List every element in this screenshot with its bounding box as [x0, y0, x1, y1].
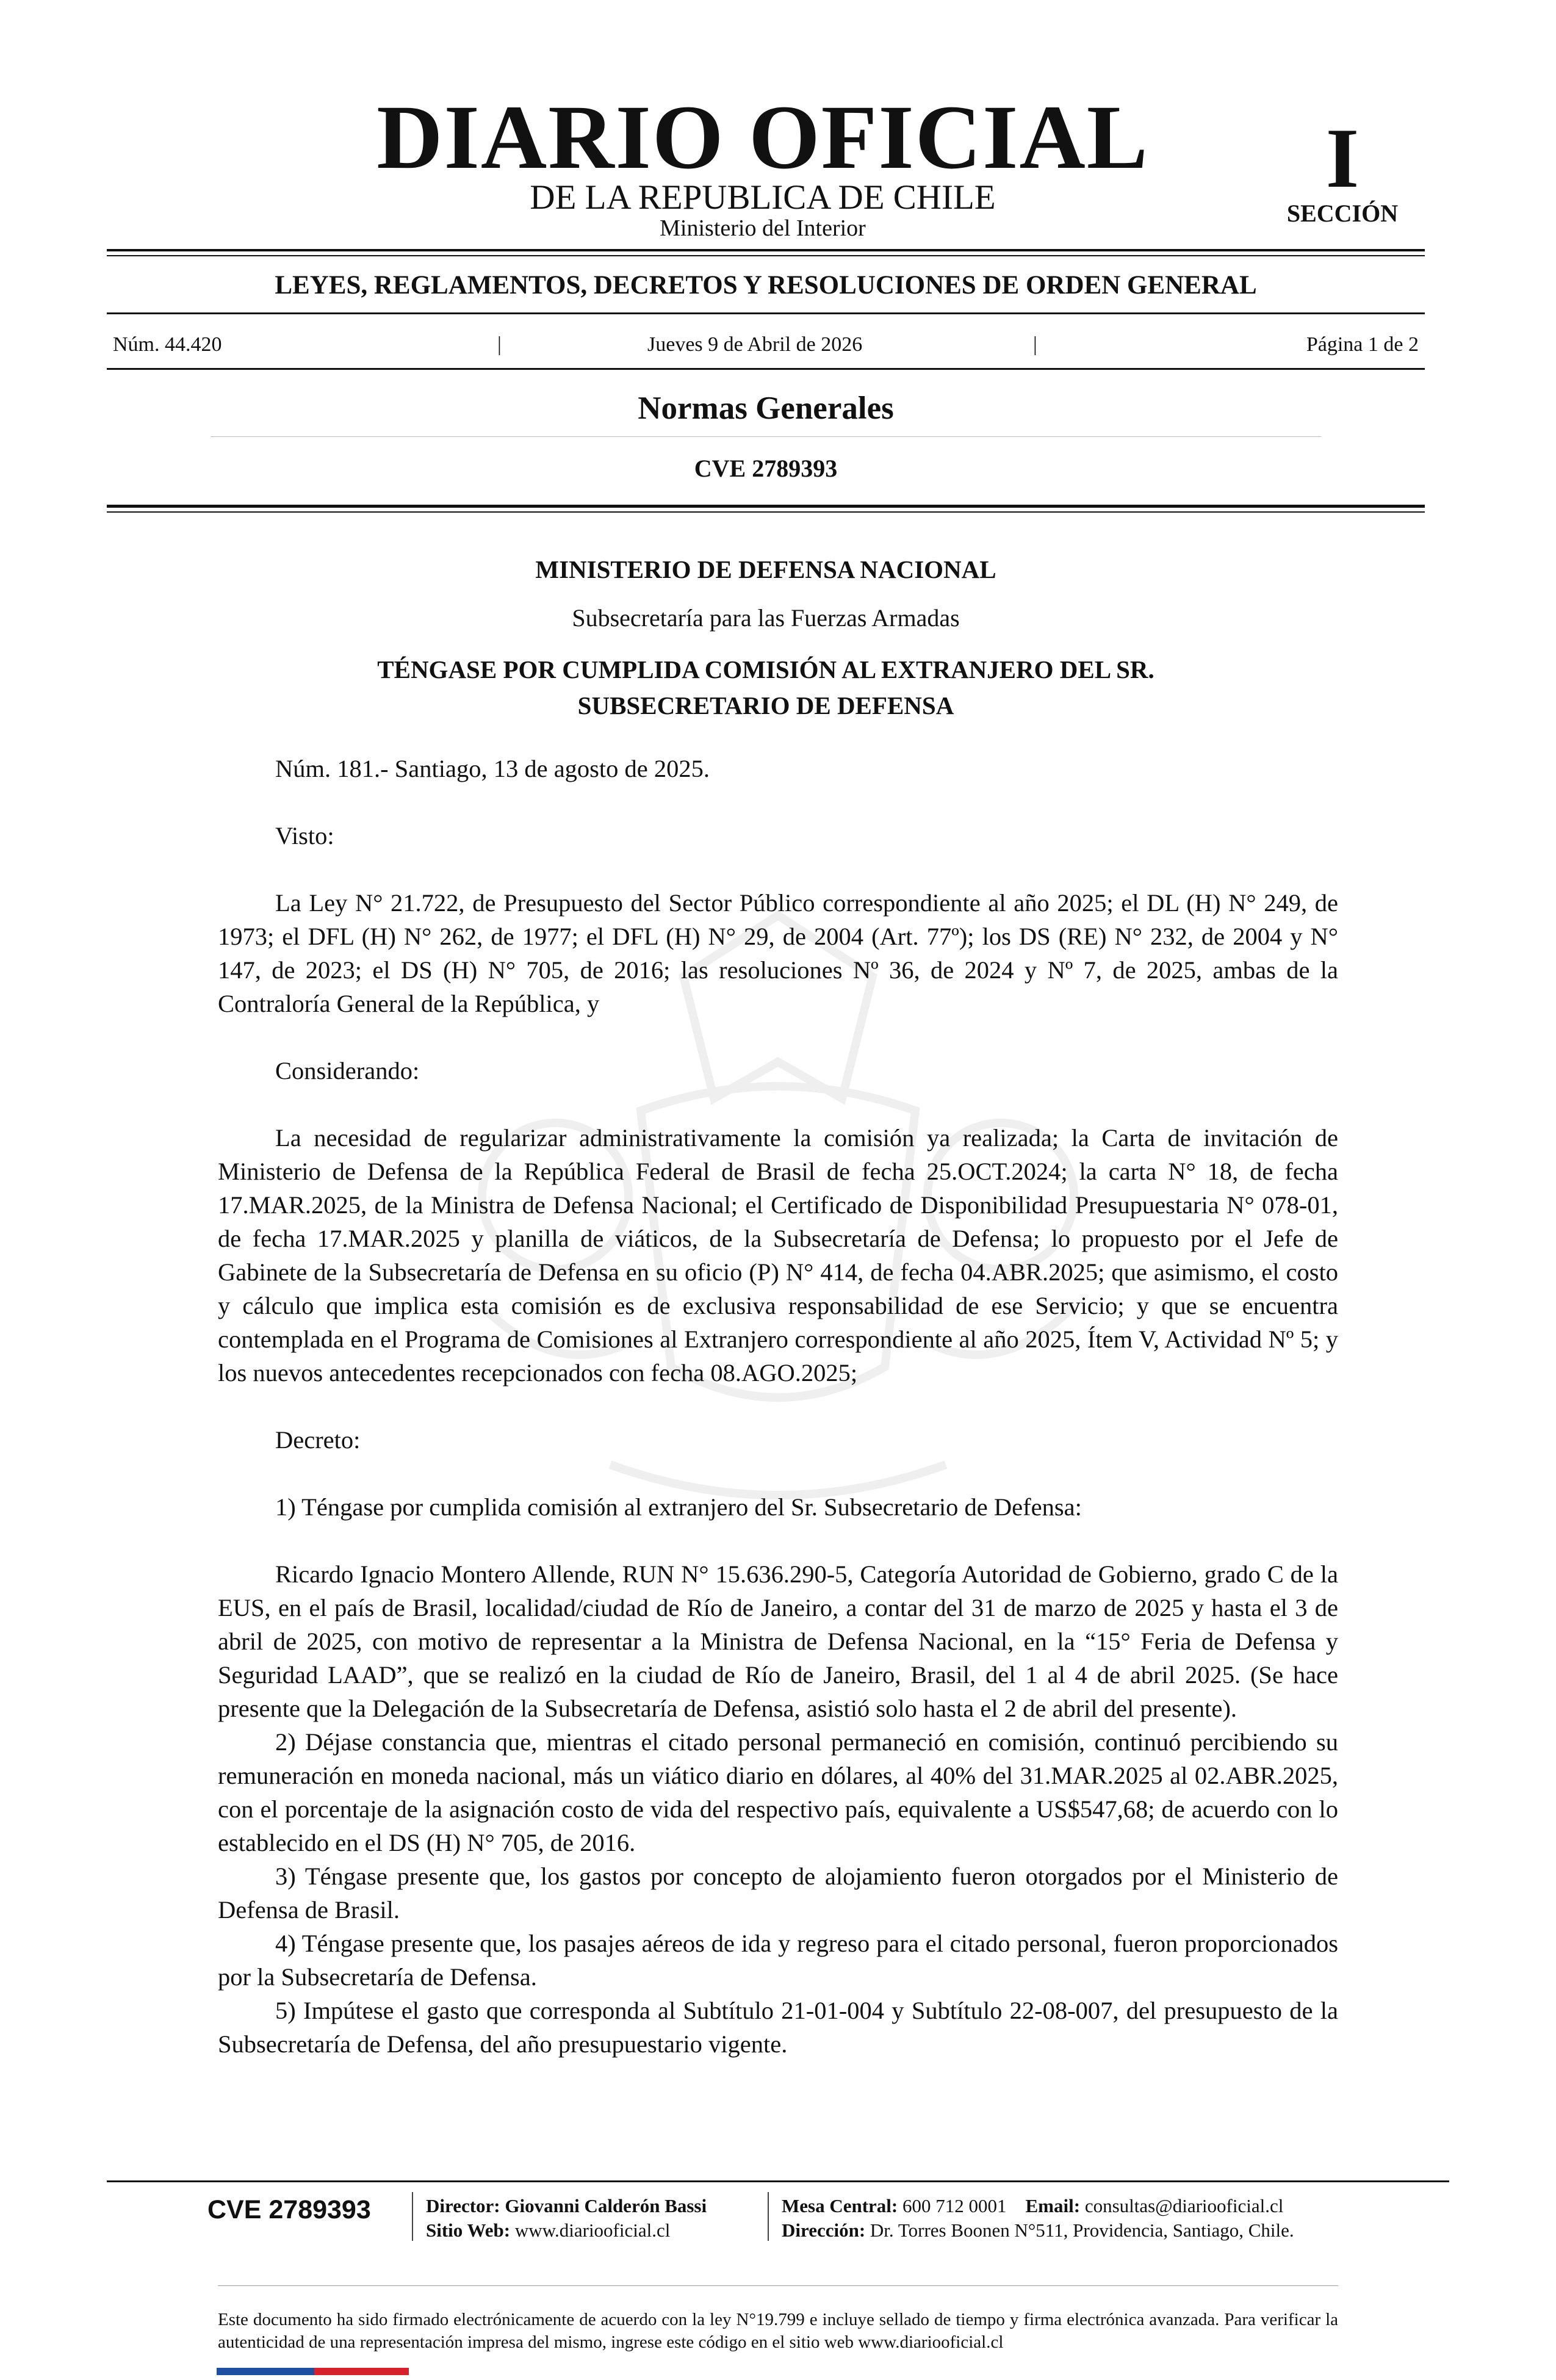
- considerando-text: La necesidad de regularizar administrativamente la comisión ya realizada; la Carta de invitación de Ministerio de Defensa de la República Federal de Brasil de fecha 25.OCT.2024; la carta N° 18, de fecha 17.MAR.2025, de la Ministra de Defensa Nacional; el Certificado de Disponibilidad Presupuestaria N° 078-01, de fecha 17.MAR.2025 y planilla de viáticos, de la Subsecretaría de Defensa; lo propuesto por el Jefe de Gabinete de la Subsecretaría de Defensa en su oficio (P) N° 414, de fecha 04.ABR.2025; que asimismo, el costo y cálculo que implica esta comisión es de exclusiva responsabilidad de ese Servicio; y que se encuentra contemplada en el Programa de Comisiones al Extranjero correspondiente al año 2025, Ítem V, Actividad Nº 5; y los nuevos antecedentes recepcionados con fecha 08.AGO.2025;: [218, 1124, 1338, 1387]
- footer-note-rule: [218, 2285, 1338, 2286]
- footer-rule: [107, 2180, 1449, 2182]
- decree-number-date: Núm. 181.- Santiago, 13 de agosto de 2025.: [275, 755, 710, 782]
- visto-label: Visto:: [275, 822, 334, 849]
- electronic-signature-note: Este documento ha sido firmado electrónicamente de acuerdo con la ley N°19.799 e incluye sellado de tiempo y firma electrónica avanzada. Para verificar la autenticidad de una representación impresa del mismo, ingrese este código en el sitio web www.diariooficial.cl: [218, 2310, 1338, 2352]
- ministry-label: Ministerio del Interior: [660, 215, 866, 241]
- footer-director-block: [426, 2194, 768, 2243]
- newspaper-title: DIARIO OFICIAL: [376, 87, 1149, 188]
- section-title-rule: [211, 436, 1321, 437]
- category-heading: LEYES, REGLAMENTOS, DECRETOS Y RESOLUCIONES DE ORDEN GENERAL: [275, 271, 1257, 300]
- item-3-text: 3) Téngase presente que, los gastos por concepto de alojamiento fueron otorgados por el Ministerio de Defensa de Brasil.: [218, 1863, 1338, 1924]
- item-2-text: 2) Déjase constancia que, mientras el citado personal permaneció en comisión, continuó percibiendo su remuneración en moneda nacional, más un viático diario en dólares, al 40% del 31.MAR.2025 al 02.ABR.2025, con el porcentaje de la asignación costo de vida del respectivo país, equivalente a US$547,68; de acuerdo con lo establecido en el DS (H) N° 705, de 2016.: [218, 1728, 1338, 1856]
- decree-title-line1: TÉNGASE POR CUMPLIDA COMISIÓN AL EXTRANJERO DEL SR.: [377, 655, 1154, 683]
- decreto-label: Decreto:: [275, 1426, 361, 1454]
- item-1-text: Ricardo Ignacio Montero Allende, RUN N° 15.636.290-5, Categoría Autoridad de Gobierno, grado C de la EUS, en el país de Brasil, localidad/ciudad de Río de Janeiro, a contar del 31 de marzo de 2025 y hasta el 3 de abril de 2025, con motivo de representar a la Ministra de Defensa Nacional, en la “15° Feria de Defensa y Seguridad LAAD”, que se realizó en la ciudad de Río de Janeiro, Brasil, del 1 al 4 de abril 2025. (Se hace presente que la Delegación de la Subsecretaría de Defensa, asistió solo hasta el 2 de abril del presente).: [218, 1560, 1338, 1722]
- page-indicator: Página 1 de 2: [1306, 333, 1419, 356]
- masthead-rule-bottom: [107, 255, 1425, 256]
- item-4-text: 4) Téngase presente que, los pasajes aéreos de ida y regreso para el citado personal, fueron proporcionados por la Subsecretaría de Defensa.: [218, 1930, 1338, 1991]
- decree-body: [218, 752, 1338, 2061]
- address-label: Dirección:: [782, 2220, 866, 2241]
- footer-cve-code: CVE 2789393: [207, 2195, 371, 2224]
- considerando-label: Considerando:: [275, 1057, 420, 1084]
- item-1-intro: 1) Téngase por cumplida comisión al extranjero del Sr. Subsecretario de Defensa:: [275, 1493, 1082, 1521]
- separator: |: [497, 333, 502, 356]
- category-rule: [107, 312, 1425, 314]
- issue-number: Núm. 44.420: [113, 333, 222, 356]
- separator: |: [1033, 333, 1037, 356]
- issue-rule: [107, 368, 1425, 370]
- content-rule-thick: [107, 505, 1425, 508]
- subsecretaria-heading: Subsecretaría para las Fuerzas Armadas: [572, 604, 960, 632]
- content-rule-thin: [107, 511, 1425, 513]
- phone-number: 600 712 0001: [902, 2195, 1007, 2216]
- flag-stripe-blue: [217, 2368, 314, 2375]
- footer-separator: [768, 2192, 769, 2241]
- email-label: Email:: [1025, 2195, 1081, 2216]
- item-5-text: 5) Impútese el gasto que corresponda al Subtítulo 21-01-004 y Subtítulo 22-08-007, del presupuesto de la Subsecretaría de Defensa, del año presupuestario vigente.: [218, 1997, 1338, 2058]
- masthead-rule-top: [107, 249, 1425, 251]
- director-name: Giovanni Calderón Bassi: [505, 2195, 707, 2216]
- newspaper-subtitle: DE LA REPUBLICA DE CHILE: [530, 178, 996, 217]
- ministry-heading: MINISTERIO DE DEFENSA NACIONAL: [535, 555, 996, 583]
- email-link[interactable]: consultas@diariooficial.cl: [1084, 2195, 1284, 2216]
- decree-title-line2: SUBSECRETARIO DE DEFENSA: [577, 691, 954, 719]
- address-text: Dr. Torres Boonen N°511, Providencia, Santiago, Chile.: [870, 2220, 1294, 2241]
- visto-text: La Ley N° 21.722, de Presupuesto del Sector Público correspondiente al año 2025; el DL (H) N° 249, de 1973; el DFL (H) N° 262, de 1977; el DFL (H) N° 29, de 2004 (Art. 77º); los DS (RE) N° 232, de 2004 y N° 147, de 2023; el DS (H) N° 705, de 2016; las resoluciones Nº 36, de 2024 y Nº 7, de 2025, ambas de la Contraloría General de la República, y: [218, 889, 1338, 1017]
- site-link[interactable]: www.diariooficial.cl: [514, 2220, 671, 2241]
- section-title: Normas Generales: [638, 391, 894, 426]
- director-label: Director:: [426, 2195, 500, 2216]
- phone-label: Mesa Central:: [782, 2195, 898, 2216]
- site-label: Sitio Web:: [426, 2220, 511, 2241]
- cve-code: CVE 2789393: [694, 455, 838, 482]
- footer-contact-block: [782, 2194, 1392, 2243]
- section-number: I: [1325, 111, 1360, 206]
- decree-title: [278, 652, 1254, 724]
- flag-stripe-red: [314, 2368, 409, 2375]
- footer-separator: [412, 2192, 413, 2241]
- section-label: SECCIÓN: [1286, 200, 1399, 227]
- issue-date: Jueves 9 de Abril de 2026: [647, 333, 863, 356]
